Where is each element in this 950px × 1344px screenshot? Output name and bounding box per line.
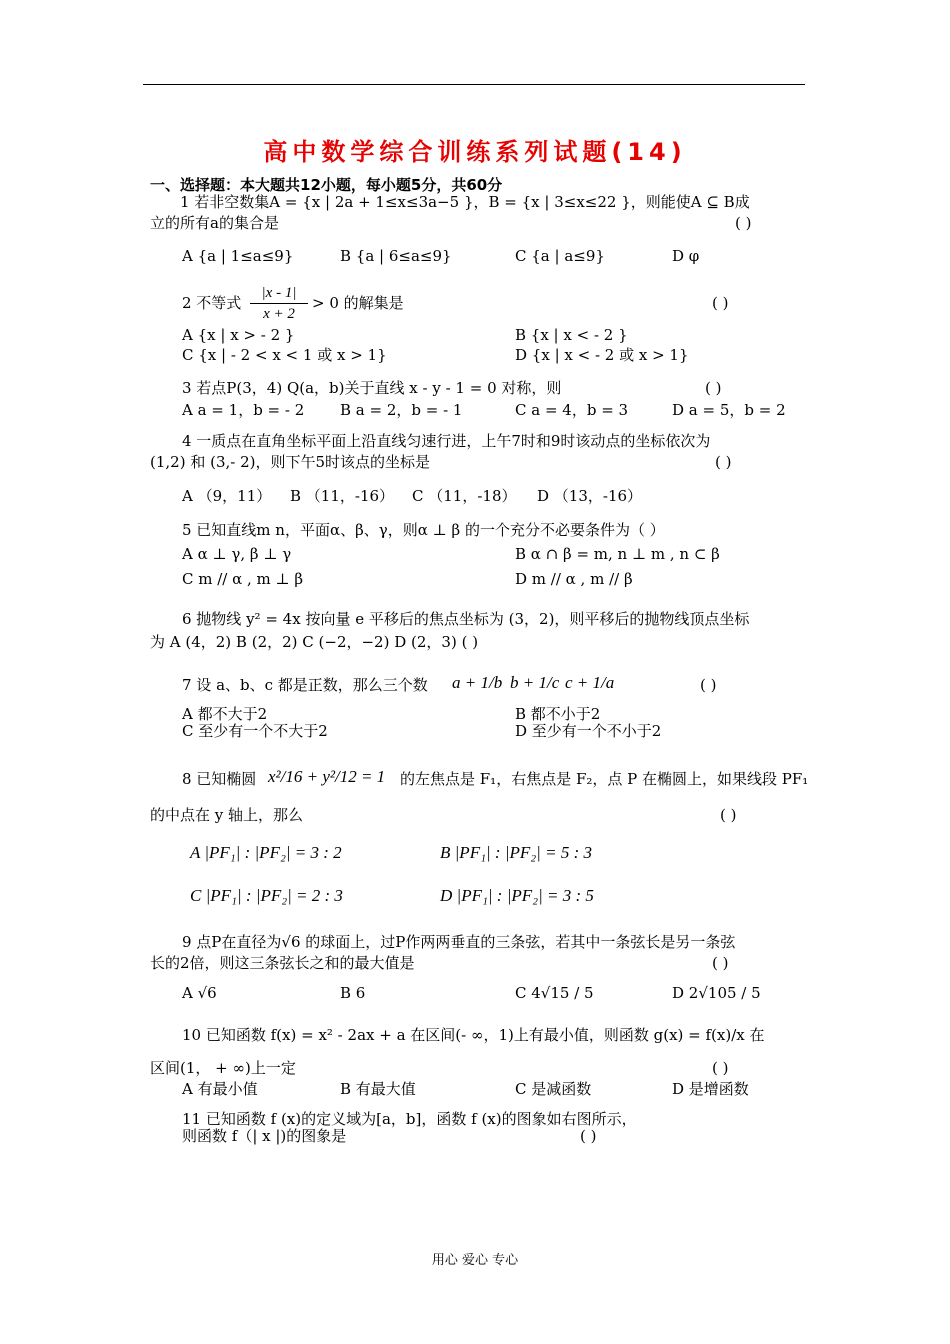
q7-option-a: A 都不大于2 xyxy=(182,705,268,723)
q8-option-c: C |PF₁| : |PF₂| = 2 : 3 xyxy=(190,886,343,905)
q6-line1: 6 抛物线 y² = 4x 按向量 e 平移后的焦点坐标为 (3，2)，则平移后的抛物线顶点坐标 xyxy=(182,610,750,628)
q2-fraction-numerator: |x - 1| xyxy=(250,283,308,304)
q2-fraction-denominator: x + 2 xyxy=(263,306,295,322)
q10-option-d: D 是增函数 xyxy=(672,1080,749,1098)
q2-option-c: C {x | - 2 < x < 1 或 x > 1} xyxy=(182,346,387,364)
q1-line1: 1 若非空数集A = {x | 2a + 1≤x≤3a−5 }，B = {x | 3≤x≤22 }，则能使A ⊆ B成 xyxy=(180,193,750,211)
section-heading: 一、选择题：本大题共12小题，每小题5分，共60分 xyxy=(150,176,503,194)
q9-paren: ( ) xyxy=(712,954,729,972)
q3-paren: ( ) xyxy=(705,379,722,397)
q10-option-c: C 是减函数 xyxy=(515,1080,592,1098)
q7-expr-3: c + 1/a xyxy=(565,673,615,692)
q5-option-b: B α ∩ β = m, n ⊥ m , n ⊂ β xyxy=(515,545,720,563)
q4-option-a: A （9，11） xyxy=(182,487,272,505)
q4-option-c: C （11，-18） xyxy=(412,487,517,505)
q9-option-a: A √6 xyxy=(182,984,217,1002)
q7-option-d: D 至少有一个不小于2 xyxy=(515,722,662,740)
q8-option-d: D |PF₁| : |PF₂| = 3 : 5 xyxy=(440,886,594,905)
q4-line1: 4 一质点在直角坐标平面上沿直线匀速行进，上午7时和9时该动点的坐标依次为 xyxy=(182,432,711,450)
q8-line1-prefix: 8 已知椭圆 xyxy=(182,770,257,788)
q4-option-b: B （11，-16） xyxy=(290,487,395,505)
q1-option-b: B {a | 6≤a≤9} xyxy=(340,247,452,265)
q8-paren: ( ) xyxy=(720,806,737,824)
q4-line2: (1,2) 和 (3,- 2)，则下午5时该点的坐标是 xyxy=(150,453,431,471)
q8-ellipse-equation: x²/16 + y²/12 = 1 xyxy=(268,767,386,786)
q1-option-d: D φ xyxy=(672,247,700,265)
q9-option-d: D 2√105 / 5 xyxy=(672,984,761,1002)
q2-paren: ( ) xyxy=(712,294,729,312)
q9-option-b: B 6 xyxy=(340,984,366,1002)
q2-stem-prefix: 2 不等式 xyxy=(182,294,242,312)
q8-option-a: A |PF₁| : |PF₂| = 3 : 2 xyxy=(190,843,342,862)
q2-option-a: A {x | x > - 2 } xyxy=(182,326,295,344)
q3-option-d: D a = 5，b = 2 xyxy=(672,401,786,419)
q8-option-b: B |PF₁| : |PF₂| = 5 : 3 xyxy=(440,843,592,862)
q2-stem-suffix: > 0 的解集是 xyxy=(312,294,404,312)
q4-paren: ( ) xyxy=(715,453,732,471)
page-footer: 用心 爱心 专心 xyxy=(431,1253,519,1268)
q2-option-b: B {x | x < - 2 } xyxy=(515,326,628,344)
q7-expr-1: a + 1/b xyxy=(452,673,503,692)
q7-option-b: B 都不小于2 xyxy=(515,705,601,723)
q5-option-a: A α ⊥ γ, β ⊥ γ xyxy=(182,545,292,563)
q1-paren: ( ) xyxy=(735,214,752,232)
q8-line1-suffix: 的左焦点是 F₁，右焦点是 F₂，点 P 在椭圆上，如果线段 PF₁ xyxy=(400,770,809,788)
q5-option-d: D m // α , m // β xyxy=(515,570,633,588)
q8-line2: 的中点在 y 轴上，那么 xyxy=(150,806,304,824)
q10-line1: 10 已知函数 f(x) = x² - 2ax + a 在区间(- ∞，1)上有最小值，则函数 g(x) = f(x)/x 在 xyxy=(182,1026,765,1044)
q7-stem: 7 设 a、b、c 都是正数，那么三个数 xyxy=(182,676,428,694)
q3-option-a: A a = 1，b = - 2 xyxy=(182,401,305,419)
q10-option-a: A 有最小值 xyxy=(182,1080,258,1098)
q3-option-b: B a = 2，b = - 1 xyxy=(340,401,463,419)
q5-stem: 5 已知直线m n，平面α、β、γ，则α ⊥ β 的一个充分不必要条件为（ ） xyxy=(182,521,665,539)
q9-option-c: C 4√15 / 5 xyxy=(515,984,594,1002)
q7-paren: ( ) xyxy=(700,676,717,694)
q4-option-d: D （13，-16） xyxy=(537,487,643,505)
q10-paren: ( ) xyxy=(712,1059,729,1077)
q11-line2: 则函数 f（| x |)的图象是 xyxy=(182,1127,347,1145)
q6-line2: 为 A (4，2) B (2，2) C (−2，−2) D (2，3) ( ) xyxy=(150,633,479,651)
q1-option-a: A {a | 1≤a≤9} xyxy=(182,247,294,265)
q9-line2: 长的2倍，则这三条弦长之和的最大值是 xyxy=(150,954,415,972)
q11-line1: 11 已知函数 f (x)的定义域为[a，b]，函数 f (x)的图象如右图所示， xyxy=(182,1110,637,1128)
q1-line2: 立的所有a的集合是 xyxy=(150,214,279,232)
page-title: 高中数学综合训练系列试题(14) xyxy=(263,138,687,166)
header-rule xyxy=(143,84,805,85)
q11-paren: ( ) xyxy=(580,1127,597,1145)
q10-line2: 区间(1， + ∞)上一定 xyxy=(150,1059,296,1077)
q2-option-d: D {x | x < - 2 或 x > 1} xyxy=(515,346,689,364)
q7-expr-2: b + 1/c xyxy=(510,673,560,692)
q3-option-c: C a = 4，b = 3 xyxy=(515,401,629,419)
q9-line1: 9 点P在直径为√6 的球面上，过P作两两垂直的三条弦，若其中一条弦长是另一条弦 xyxy=(182,933,736,951)
q10-option-b: B 有最大值 xyxy=(340,1080,416,1098)
q7-option-c: C 至少有一个不大于2 xyxy=(182,722,328,740)
q3-stem: 3 若点P(3，4) Q(a，b)关于直线 x - y - 1 = 0 对称，则 xyxy=(182,379,562,397)
q2-fraction xyxy=(250,283,308,324)
q5-option-c: C m // α , m ⊥ β xyxy=(182,570,304,588)
q1-option-c: C {a | a≤9} xyxy=(515,247,605,265)
